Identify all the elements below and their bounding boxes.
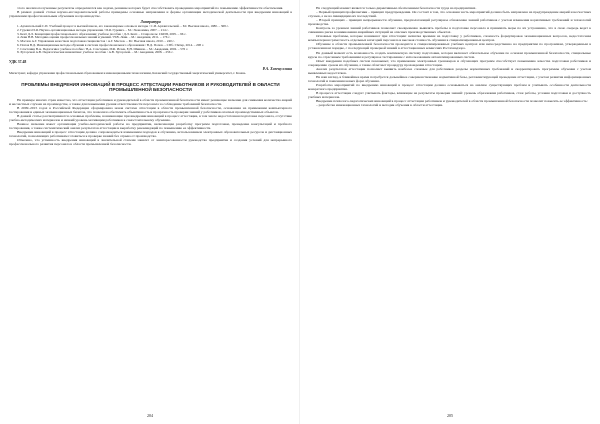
body-paragraph: – Первый принцип профилактики – принцип предупреждения. Он состоит в том, что основная часть мероприятий должна быть направлена на предупреждение аварий и несчастных случаев, а не на ликвидацию их последствий. [308,10,591,19]
body-paragraph: На наш взгляд, в ближайшее время потребуется дальнейшее совершенствование нормативной базы, регламентирующей проведение аттестации, с учетом развития информационных технологий и появления новых форм обучения. [308,74,591,83]
body-paragraph: – разработка инновационных технологий и методик обучения в области аттестации. [316,103,444,108]
body-paragraph: В процессе аттестации следует учитывать факторы, влияющие на результаты проверки знаний: уровень образования работников, стаж работы, условия подготовки и доступность учебных материалов. [308,90,591,100]
body-paragraph: Контроль за уровнем знаний работников позволяет своевременно выявлять пробелы в подготовке персонала и принимать меры по их устранению, что в свою очередь ведет к снижению риска возникновения аварийных ситуаций на опасных производственных объектах. [308,26,591,35]
body-paragraph: На следующий момент является только директивным обеспечением безопасности труда на предприятиях. [316,6,477,10]
reference-item: 8. Хуторской А.В. Педагогическая инноватика: учебное пособие / А.В. Хуторской. – М.: Академия, 2008. – 256 с. [17,50,174,55]
intro-paragraph: этого анализа полученные результаты определяются как задачи, решение которых будет способствовать проведению мероприятий по повышению эффективности обеспечения. [17,6,284,10]
body-paragraph: Отмечено, что успешность внедрения инноваций в значительной степени зависит от заинтересованности руководства предприятия и создания условий для непрерывного профессионального развития персонала в области промышленной безопасности. [9,138,292,147]
body-paragraph: Основные проблемы, которые возникают при аттестации: нехватка времени на подготовку у работников, сложность формулировок экзаменационных вопросов, недостаточная компьютерная грамотность отдельных категорий персонала и высокая стоимость обучения в специализированных центрах. [308,34,591,43]
body-paragraph: Обучение в области промышленной безопасности проводится в специализированных учебных центрах или непосредственно на предприятии по программам, утвержденным в установленном порядке, с последующей проверкой знаний в аттестационных комиссиях Ростехнадзора. [308,42,591,51]
article-author: Р.А. Хазеиуллина [262,67,292,72]
body-paragraph: Анализ результатов аттестации позволяет выявить наиболее сложные для работников разделы нормативных требований и скорректировать программы обучения с учетом выявленных недостатков. [308,66,591,75]
references-title: Литература [140,20,161,25]
author-affiliation: Магистрант, кафедра управления профессиональным образованием и инновационными технологиями, Казанский государственный энергетический университет, г. Казань [9,71,246,76]
body-paragraph: Внедрение психолого-педагогических инноваций в процесс аттестации работников и руководителей в области промышленной безопасности позволит повысить ее эффективность: [316,99,588,104]
intro-paragraph: В рамках данной статьи научно-исследовательской работы приведены основные направления и формы организации методической деятельности при внедрении инноваций в управлении профессиональным обучением на производстве. [9,10,292,19]
udk-code: УДК 37.48 [9,60,27,65]
body-paragraph: Разработка мероприятий по внедрению инноваций в процесс аттестации должна основываться на анализе существующих проблем и учитывать особенности деятельности конкретного предприятия. [308,82,591,91]
reference-item: 5. Маслов А.Г. Управление качеством подготовки специалистов / А.Г. Маслов. – М.: Высшая школа, 2010. – 240 с. [17,39,175,44]
reference-item: 6. Попов В.Д. Инновационные методы обучения в системе профессионального образования / В.Д. Попов. – СПб.: Питер, 2014. – 208 с. [17,42,205,47]
reference-item: 4. Леви Н.В. Методика оценки профессиональных знаний и умений / Н.В. Леви. – М.: Академия, 2011. – 176 с. [17,35,171,40]
body-paragraph: В 2009–2015 годах в Российской Федерации сформирована новая система аттестации в области промышленной безопасности, основанная на применении компьютерного тестирования и единых экзаменационных билетов, что позволило обеспечить объективность и прозрачность проверки знаний у работников опасных производственных объектов. [9,105,292,115]
body-paragraph: В данной статье рассматриваются основные проблемы, возникающие при внедрении инноваций в процесс аттестации, в том числе недостаточная подготовка персонала, отсутствие учебно-методических материалов и низкий уровень мотивации работников к самостоятельному обучению. [9,114,292,123]
right-page [300,0,600,424]
body-paragraph: На примере многих стран известно, что аттестация работников и руководителей в области промышленной безопасности имеет решающее значение для снижения количества аварий и несчастных случаев на производстве, а также для повышения уровня ответственности персонала за соблюдение требований безопасности. [9,97,292,106]
body-paragraph: – Второй принцип – принцип непрерывности обучения, предполагающий регулярное обновление знаний работников с учетом изменения нормативных требований и технологий производства. [308,18,591,27]
page-number: 204 [147,413,153,418]
body-paragraph: Важное значение имеет организация учебно-методической работы на предприятии, включающая разработку программ подготовки, проведение консультаций и пробного тестирования, а также систематический анализ результатов аттестации и выработку рекомендаций по повышению ее эффективности. [9,122,292,131]
body-paragraph: Опыт внедрения подобных систем показывает, что применение электронных тренажеров и обучающих программ способствует повышению качества подготовки работников и сокращению сроков их обучения, а также облегчает процедуру прохождения аттестации. [308,58,591,67]
references-list [9,25,292,55]
article-title: ПРОБЛЕМЫ ВНЕДРЕНИЯ ИННОВАЦИЙ В ПРОЦЕСС АТТЕСТАЦИИ РАБОТНИКОВ И РУКОВОДИТЕЛЕЙ В ОБЛАСТИ ПРОМЫШЛЕННОЙ БЕЗОПАСНОСТИ [21,82,280,93]
body-paragraph: На данный момент есть возможность создать комплексную систему подготовки, которая включает обязательное обучение по основам промышленной безопасности, специальные курсы по отраслевым требованиям и регулярное тестирование с использованием автоматизированных систем. [308,50,591,59]
reference-item: 2. Гуревич И.Я. Научно-организационные методы управления / И.Я. Гуревич. – М.: Экономика, 2007. – 214 с. [17,27,169,32]
reference-item: 1. Архангельский С.И. Учебный процесс в высшей школе, его закономерные основы и методы / С.И. Архангельский. – М.: Высшая школа, 1980. – 368 с. [17,24,229,29]
reference-item: 7. Сластенин В.А. Педагогика: учебное пособие / В.А. Сластенин, И.Ф. Исаев, Е.Н. Шиянов. – М.: Академия, 2002. – 576 с. [17,46,189,51]
body-paragraph: Внедрение инноваций в процесс аттестации должно сопровождаться изменением подходов к обучению, использованием электронных образовательных ресурсов и дистанционных технологий, позволяющих работникам готовиться к проверке знаний без отрыва от производства. [9,130,292,139]
reference-item: 3. Кент Д.Л. Концепция профессионального образования: учебное пособие / Д.Л. Кент. – Ставрополь: СКИП, 2005. – 96 с. [17,31,187,36]
page-number: 205 [447,413,453,418]
